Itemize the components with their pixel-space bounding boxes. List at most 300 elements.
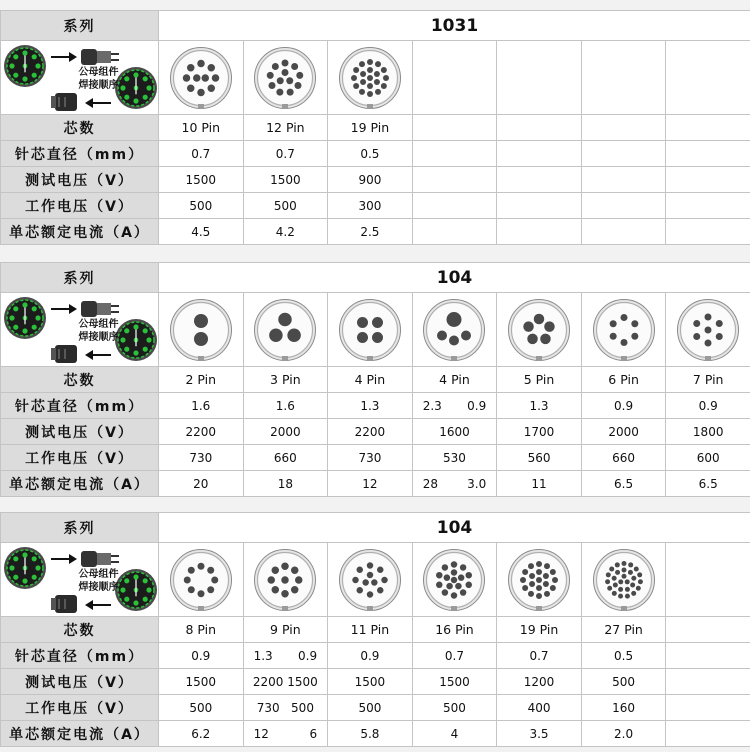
- pin-contact: [360, 71, 366, 77]
- core-count-cell: [243, 115, 328, 141]
- test-voltage-cell: [412, 419, 497, 445]
- working-voltage-value: 500: [443, 700, 466, 715]
- working-voltage-cell: [497, 445, 582, 471]
- pin-contact: [442, 564, 449, 571]
- pin-diameter-cell: [497, 393, 582, 419]
- connector-key-notch: [705, 356, 711, 361]
- core-count-cell: [497, 617, 582, 643]
- pin-contact: [458, 574, 465, 581]
- rated-current-label: 单芯额定电流（A）: [1, 721, 159, 747]
- pin-contact: [437, 330, 447, 340]
- pin-contact: [631, 332, 638, 339]
- male-connector-face-icon: [4, 297, 46, 339]
- arrow-right-icon: [51, 52, 77, 62]
- connector-face-icon: [159, 293, 244, 367]
- test-voltage-cell: [243, 167, 328, 193]
- plug-connector-icon: [81, 301, 119, 317]
- pin-contact: [466, 581, 473, 588]
- empty-cell: [412, 193, 497, 219]
- pin-contact: [631, 320, 638, 327]
- empty-cell: [412, 115, 497, 141]
- pin-contact: [631, 590, 636, 595]
- pin-contact: [297, 71, 304, 78]
- welding-order-label-line2: 焊接顺序: [78, 581, 119, 593]
- rated-current-cell: [328, 721, 413, 747]
- working-voltage-value: 730 500: [256, 700, 314, 715]
- rated-current-cell: [581, 721, 666, 747]
- pin-contact: [611, 575, 616, 580]
- working-voltage-cell: [243, 445, 328, 471]
- pin-contact: [357, 332, 368, 343]
- empty-cell: [581, 193, 666, 219]
- series-name: 1031: [159, 11, 750, 41]
- test-voltage-value: 1200: [523, 674, 555, 689]
- pin-contact: [705, 326, 712, 333]
- row-core-count: [1, 367, 750, 393]
- welding-order-diagram: [3, 43, 157, 113]
- working-voltage-label: 工作电压（V）: [1, 445, 159, 471]
- spec-table-block: [0, 10, 750, 245]
- working-voltage-cell: [159, 695, 244, 721]
- pin-contact: [436, 571, 443, 578]
- pin-contact: [522, 585, 528, 591]
- core-count-cell: [159, 115, 244, 141]
- core-count-cell: [412, 617, 497, 643]
- row-core-count: [1, 617, 750, 643]
- pin-contact: [447, 312, 462, 327]
- pin-contact: [291, 63, 298, 70]
- pin-contact: [207, 63, 215, 70]
- rated-current-value: 5.8: [360, 726, 380, 741]
- working-voltage-value: 730: [358, 450, 382, 465]
- empty-cell: [497, 141, 582, 167]
- pin-contact: [353, 83, 359, 89]
- socket-connector-icon: [51, 595, 77, 613]
- core-count-value: 6 Pin: [608, 372, 639, 387]
- pin-contact: [618, 586, 623, 591]
- pin-contact: [605, 572, 610, 577]
- pin-contact: [544, 590, 550, 596]
- working-voltage-cell: [497, 695, 582, 721]
- pin-contact: [637, 572, 642, 577]
- core-count-cell: [581, 617, 666, 643]
- pin-contact: [614, 562, 619, 567]
- core-count-cell: [412, 367, 497, 393]
- pin-diameter-cell: [328, 141, 413, 167]
- pin-contact: [621, 567, 626, 572]
- pin-contact: [447, 582, 454, 589]
- test-voltage-cell: [243, 669, 328, 695]
- connector-image-row: [1, 41, 750, 115]
- pin-diameter-cell: [328, 393, 413, 419]
- pin-contact: [451, 561, 458, 568]
- pin-contact: [621, 573, 626, 578]
- pin-contact: [269, 82, 276, 89]
- empty-cell: [497, 219, 582, 245]
- row-pin-diameter: [1, 643, 750, 669]
- connector-face-icon: [412, 293, 497, 367]
- connector-key-notch: [536, 606, 542, 611]
- core-count-value: 19 Pin: [519, 622, 559, 637]
- test-voltage-value: 1700: [523, 424, 555, 439]
- connector-key-notch: [198, 104, 204, 109]
- working-voltage-cell: [581, 445, 666, 471]
- pin-contact: [544, 563, 550, 569]
- core-count-value: 5 Pin: [523, 372, 555, 387]
- pin-contact: [372, 332, 383, 343]
- pin-contact: [187, 84, 195, 92]
- connector-image-row: [1, 293, 750, 367]
- rated-current-value: 6.5: [614, 476, 634, 491]
- core-count-cell: [497, 367, 582, 393]
- pin-contact: [550, 585, 556, 591]
- empty-cell: [581, 167, 666, 193]
- working-voltage-value: 530: [443, 450, 466, 465]
- pin-contact: [194, 314, 208, 328]
- core-count-value: 4 Pin: [354, 372, 386, 387]
- pin-contact: [612, 582, 617, 587]
- test-voltage-cell: [666, 419, 750, 445]
- test-voltage-cell: [581, 419, 666, 445]
- connector-face-icon: [243, 293, 328, 367]
- pin-diameter-value: 2.3: [422, 398, 442, 413]
- connector-face-icon: [159, 41, 244, 115]
- pin-contact: [716, 333, 723, 340]
- pin-contact: [295, 82, 302, 89]
- pin-contact: [451, 592, 458, 599]
- working-voltage-value: 500: [273, 198, 297, 213]
- test-voltage-label: 测试电压（V）: [1, 669, 159, 695]
- rated-current-cell: [412, 721, 497, 747]
- test-voltage-value: 2200: [185, 424, 217, 439]
- rated-current-value: 6.2: [191, 726, 211, 741]
- pin-contact: [201, 74, 209, 82]
- pin-contact: [381, 576, 388, 583]
- arrow-left-icon: [85, 98, 111, 108]
- pin-contact: [287, 88, 294, 95]
- row-core-count: [1, 115, 750, 141]
- empty-cell: [666, 669, 750, 695]
- core-count-cell: [159, 617, 244, 643]
- pin-contact: [611, 590, 616, 595]
- pin-contact: [377, 566, 384, 573]
- pin-contact: [288, 328, 302, 342]
- pin-diameter-value: 0.9: [698, 398, 718, 413]
- pin-contact: [282, 69, 289, 76]
- pin-diameter-cell: [666, 393, 750, 419]
- pin-contact: [621, 561, 626, 566]
- core-count-label: 芯数: [1, 115, 159, 141]
- pin-contact: [536, 561, 542, 567]
- working-voltage-value: 730: [189, 450, 213, 465]
- rated-current-value: 2.5: [360, 224, 380, 239]
- arrow-left-icon: [85, 350, 111, 360]
- pin-diameter-value: 0.7: [529, 648, 549, 663]
- empty-cell: [581, 141, 666, 167]
- pin-contact: [356, 587, 363, 594]
- pin-diameter-cell: [328, 643, 413, 669]
- pin-contact: [372, 317, 383, 328]
- pin-contact: [633, 566, 638, 571]
- pin-contact: [638, 579, 643, 584]
- pin-diameter-value: 0.5: [360, 146, 380, 161]
- rated-current-value: 12: [362, 476, 378, 491]
- row-test-voltage: [1, 419, 750, 445]
- test-voltage-value: 1500: [439, 674, 470, 689]
- test-voltage-value: 1800: [692, 424, 724, 439]
- pin-diameter-cell: [243, 393, 328, 419]
- core-count-cell: [328, 367, 413, 393]
- welding-order-diagram: [3, 545, 157, 615]
- rated-current-value: 3.0: [467, 476, 487, 491]
- core-count-value: 12 Pin: [266, 120, 305, 135]
- connector-key-notch: [282, 606, 288, 611]
- test-voltage-value: 1500: [354, 674, 386, 689]
- pin-contact: [272, 566, 280, 574]
- empty-cell: [412, 219, 497, 245]
- pin-contact: [523, 321, 534, 332]
- pin-contact: [207, 586, 214, 593]
- arrow-right-icon: [51, 554, 77, 564]
- rated-current-cell: [243, 219, 328, 245]
- row-test-voltage: [1, 669, 750, 695]
- connector-key-notch: [282, 356, 288, 361]
- row-rated-current: [1, 721, 750, 747]
- welding-order-diagram: [3, 295, 157, 365]
- series-name: 104: [159, 513, 750, 543]
- pin-diameter-cell: [159, 393, 244, 419]
- female-connector-face-icon: [115, 569, 157, 611]
- connector-key-notch: [367, 606, 373, 611]
- pin-contact: [188, 586, 195, 593]
- core-count-value: 11 Pin: [350, 622, 390, 637]
- pin-contact: [625, 586, 630, 591]
- row-rated-current: [1, 219, 750, 245]
- rated-current-label: 单芯额定电流（A）: [1, 219, 159, 245]
- empty-cell: [497, 115, 582, 141]
- pin-diameter-value: 1.3: [360, 398, 380, 413]
- empty-cell: [666, 41, 750, 115]
- test-voltage-value: 2200: [354, 424, 386, 439]
- empty-cell: [666, 643, 750, 669]
- working-voltage-cell: [328, 445, 413, 471]
- pin-diameter-label: 针芯直径（mm）: [1, 643, 159, 669]
- pin-contact: [295, 576, 303, 584]
- connector-key-notch: [451, 606, 457, 611]
- test-voltage-value: 900: [358, 172, 382, 187]
- female-connector-face-icon: [115, 319, 157, 361]
- pin-diameter-cell: [159, 643, 244, 669]
- pin-contact: [451, 569, 458, 576]
- plug-connector-icon: [81, 49, 119, 65]
- core-count-cell: [159, 367, 244, 393]
- connector-face-icon: [581, 543, 666, 617]
- pin-contact: [268, 576, 276, 584]
- spec-table-block: [0, 512, 750, 747]
- rated-current-label: 单芯额定电流（A）: [1, 471, 159, 497]
- pin-contact: [371, 579, 378, 586]
- pin-diameter-value: 1.6: [191, 398, 211, 413]
- pin-contact: [282, 590, 290, 598]
- connector-face-icon: [666, 293, 750, 367]
- rated-current-value: 3.5: [529, 726, 549, 741]
- pin-contact: [267, 71, 274, 78]
- pin-diameter-cell: [497, 643, 582, 669]
- working-voltage-value: 500: [189, 700, 213, 715]
- pin-contact: [528, 590, 534, 596]
- pin-contact: [291, 585, 299, 593]
- pin-contact: [635, 585, 640, 590]
- pin-contact: [615, 569, 620, 574]
- pin-contact: [360, 79, 366, 85]
- core-count-value: 7 Pin: [692, 372, 724, 387]
- core-count-value: 16 Pin: [435, 622, 474, 637]
- test-voltage-cell: [328, 669, 413, 695]
- rated-current-value: 18: [277, 476, 293, 491]
- connector-face-icon: [497, 293, 582, 367]
- pin-contact: [693, 320, 700, 327]
- pin-diameter-label: 针芯直径（mm）: [1, 393, 159, 419]
- working-voltage-cell: [581, 695, 666, 721]
- pin-diameter-cell: [581, 643, 666, 669]
- empty-cell: [666, 115, 750, 141]
- working-voltage-cell: [243, 193, 328, 219]
- working-voltage-value: 660: [612, 450, 636, 465]
- empty-cell: [581, 115, 666, 141]
- pin-diameter-value: 0.9: [467, 398, 487, 413]
- pin-diameter-cell: [243, 643, 328, 669]
- pin-contact: [381, 67, 387, 73]
- pin-diameter-cell: [412, 393, 497, 419]
- pin-diameter-value: 0.7: [191, 146, 211, 161]
- working-voltage-value: 500: [189, 198, 213, 213]
- pin-contact: [444, 574, 451, 581]
- pin-contact: [193, 74, 201, 82]
- rated-current-value: 4.2: [275, 224, 295, 239]
- pin-contact: [383, 75, 389, 81]
- connector-key-notch: [367, 104, 373, 109]
- connector-face-icon: [328, 543, 413, 617]
- pin-contact: [184, 576, 191, 583]
- connector-face-icon: [581, 293, 666, 367]
- pin-contact: [197, 59, 205, 67]
- pin-contact: [282, 576, 290, 584]
- pin-contact: [375, 61, 381, 67]
- pin-contact: [359, 61, 365, 67]
- spec-table: [0, 512, 750, 747]
- series-name: 104: [159, 263, 750, 293]
- welding-order-cell: [1, 293, 159, 367]
- row-test-voltage: [1, 167, 750, 193]
- pin-contact: [528, 563, 534, 569]
- pin-contact: [536, 585, 542, 591]
- core-count-cell: [328, 115, 413, 141]
- pin-contact: [207, 566, 214, 573]
- pin-diameter-cell: [243, 141, 328, 167]
- working-voltage-value: 300: [358, 198, 382, 213]
- pin-contact: [291, 566, 299, 574]
- core-count-cell: [243, 617, 328, 643]
- test-voltage-cell: [159, 167, 244, 193]
- pin-contact: [536, 569, 542, 575]
- test-voltage-cell: [328, 167, 413, 193]
- rated-current-cell: [328, 471, 413, 497]
- working-voltage-label: 工作电压（V）: [1, 193, 159, 219]
- pin-contact: [705, 339, 712, 346]
- series-label: 系列: [1, 11, 159, 41]
- pin-contact: [529, 573, 535, 579]
- core-count-value: 10 Pin: [181, 120, 221, 135]
- connector-key-notch: [536, 356, 542, 361]
- pin-contact: [540, 333, 551, 344]
- pin-contact: [211, 576, 218, 583]
- series-label: 系列: [1, 513, 159, 543]
- pin-contact: [287, 77, 294, 84]
- pin-contact: [625, 593, 630, 598]
- pin-contact: [460, 589, 467, 596]
- pin-contact: [362, 579, 369, 586]
- row-pin-diameter: [1, 393, 750, 419]
- test-voltage-value: 2200 1500: [252, 674, 318, 689]
- empty-cell: [666, 695, 750, 721]
- pin-diameter-value: 0.9: [360, 648, 380, 663]
- pin-contact: [628, 569, 633, 574]
- rated-current-value: 12: [253, 726, 269, 741]
- pin-contact: [442, 589, 449, 596]
- rated-current-cell: [328, 219, 413, 245]
- spec-table: [0, 10, 750, 245]
- empty-cell: [666, 617, 750, 643]
- test-voltage-label: 测试电压（V）: [1, 167, 159, 193]
- pin-contact: [461, 330, 471, 340]
- empty-cell: [581, 41, 666, 115]
- test-voltage-cell: [412, 669, 497, 695]
- pin-contact: [522, 569, 528, 575]
- core-count-value: 19 Pin: [350, 120, 390, 135]
- series-label: 系列: [1, 263, 159, 293]
- working-voltage-value: 160: [612, 700, 636, 715]
- connector-face-icon: [243, 41, 328, 115]
- pin-diameter-cell: [159, 141, 244, 167]
- pin-contact: [609, 332, 616, 339]
- pin-contact: [207, 84, 215, 92]
- spec-table-block: [0, 262, 750, 497]
- working-voltage-value: 660: [273, 450, 297, 465]
- rated-current-cell: [497, 721, 582, 747]
- core-count-label: 芯数: [1, 617, 159, 643]
- connector-key-notch: [198, 356, 204, 361]
- connector-face-icon: [412, 543, 497, 617]
- working-voltage-value: 600: [696, 450, 720, 465]
- pin-contact: [631, 575, 636, 580]
- test-voltage-value: 1500: [185, 674, 217, 689]
- pin-contact: [451, 576, 458, 583]
- pin-contact: [536, 577, 542, 583]
- rated-current-value: 2.0: [614, 726, 634, 741]
- pin-contact: [183, 74, 191, 82]
- connector-face-icon: [328, 41, 413, 115]
- pin-contact: [520, 577, 526, 583]
- rated-current-cell: [497, 471, 582, 497]
- working-voltage-cell: [243, 695, 328, 721]
- core-count-cell: [243, 367, 328, 393]
- pin-contact: [279, 312, 293, 326]
- rated-current-cell: [412, 471, 497, 497]
- welding-order-label-line2: 焊接顺序: [78, 79, 119, 91]
- working-voltage-cell: [666, 445, 750, 471]
- pin-contact: [367, 91, 373, 97]
- test-voltage-value: 2000: [270, 424, 301, 439]
